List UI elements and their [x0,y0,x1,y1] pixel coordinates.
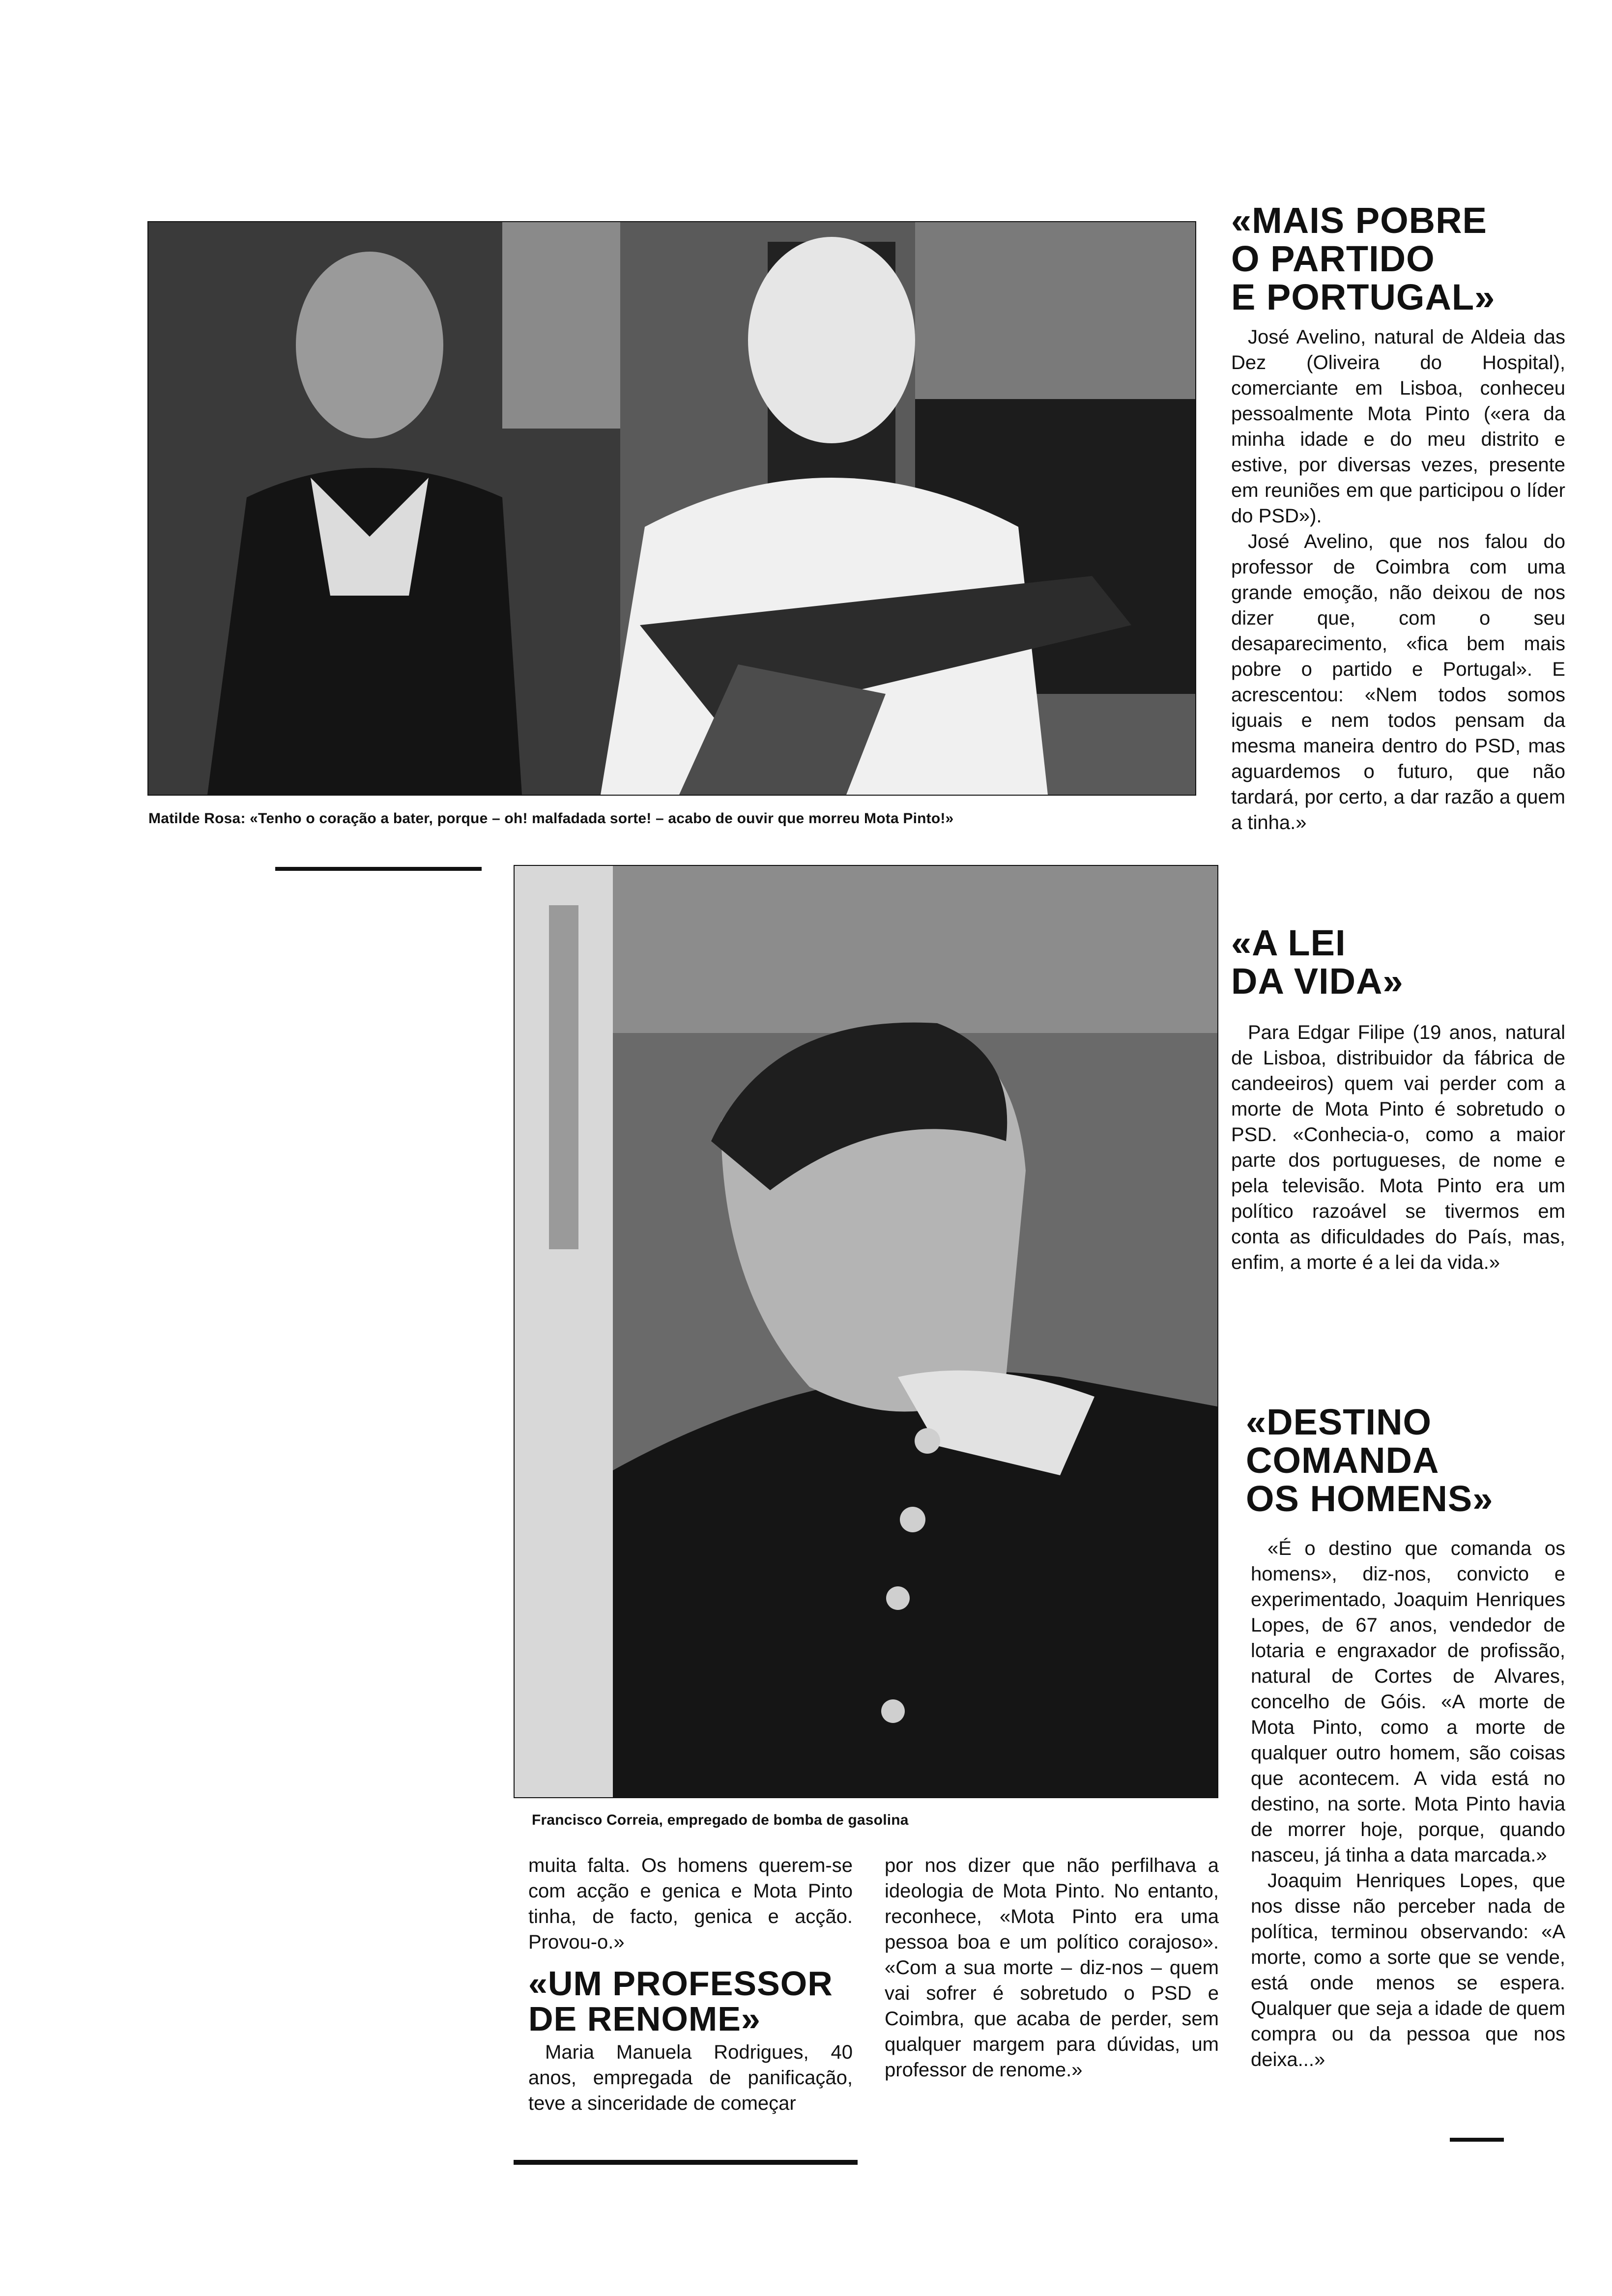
headline-line: «A LEI [1231,922,1346,963]
paragraph: José Avelino, natural de Aldeia das Dez (Oliveira do Hospital), comerciante em Lisboa, conheceu pessoalmente Mota Pinto («era da minha idade e do meu distrito e estive, por diversas vezes, presente em reuniões em que participou o líder do PSD»). [1231,326,1565,527]
headline-line: OS HOMENS» [1246,1478,1494,1519]
caption-matilde-rosa: Matilde Rosa: «Tenho o coração a bater, porque – oh! malfadada sorte! – acabo de ouvir que morreu Mota Pinto!» [148,810,954,827]
paragraph: José Avelino, que nos falou do professor de Coimbra com uma grande emoção, não deixou de nos dizer que, com o seu desaparecimento, «fica bem mais pobre o partido e Portugal». E acrescentou: «Nem todos somos iguais e nem todos pensam da mesma maneira dentro do PSD, mas aguardemos o futuro, que não tardará, por certo, a dar razão a quem a tinha.» [1231,531,1565,833]
photo-matilde-rosa-image [148,222,1195,795]
divider-left [275,867,482,871]
article-professor [528,2039,853,2116]
headline-line: COMANDA [1246,1440,1439,1481]
headline-mais-pobre [1231,201,1565,316]
headline-line: DE RENOME» [528,2000,761,2038]
article-lei-da-vida [1231,1020,1565,1275]
article-destino [1251,1536,1565,2072]
headline-destino [1246,1403,1565,1518]
paragraph: por nos dizer que não perfilhava a ideologia de Mota Pinto. No entanto, reconhece, «Mota Pinto era uma pessoa boa e um político corajoso». «Com a sua morte – diz-nos – quem vai sofrer é sobretudo o PSD e Coimbra, que acaba de perder, sem qualquer margem para dúvidas, um professor de renome.» [885,1855,1219,2081]
headline-line: DA VIDA» [1231,961,1404,1002]
headline-line: «UM PROFESSOR [528,1964,833,2003]
headline-line: «DESTINO [1246,1402,1432,1442]
caption-francisco-correia: Francisco Correia, empregado de bomba de gasolina [532,1812,909,1828]
paragraph: Maria Manuela Rodrigues, 40 anos, empregada de panificação, teve a sinceridade de começar [528,2041,853,2114]
headline-line: «MAIS POBRE [1231,200,1487,241]
article-lead-in [528,1853,853,1955]
article-mais-pobre [1231,324,1565,835]
paragraph: Para Edgar Filipe (19 anos, natural de Lisboa, distribuidor da fábrica de candeeiros) quem vai perder com a morte de Mota Pinto é sobretudo o PSD. «Conhecia-o, como a maior parte dos portugueses, de nome e pela televisão. Mota Pinto era um político razoável se tivermos em conta as dificuldades do País, mas, enfim, a morte é a lei da vida.» [1231,1022,1565,1273]
photo-francisco-correia [514,865,1218,1798]
divider-bottom [514,2160,858,2165]
paragraph: Joaquim Henriques Lopes, que nos disse não perceber nada de política, terminou observando: «A morte, como a sorte que se vende, está onde menos se espera. Qualquer que seja a idade de quem compra ou da pessoa que nos deixa...» [1251,1870,1565,2070]
photo-matilde-rosa [147,221,1196,796]
headline-lei-da-vida [1231,924,1565,1001]
headline-line: O PARTIDO [1231,238,1435,279]
divider-bottom-right [1450,2138,1504,2142]
headline-professor [528,1966,863,2037]
paragraph: «É o destino que comanda os homens», diz-nos, convicto e experimentado, Joaquim Henriques Lopes, de 67 anos, vendedor de lotaria e engraxador de profissão, natural de Cortes de Alvares, concelho de Góis. «A morte de Mota Pinto, como a morte de qualquer outro homem, são coisas que acontecem. A vida está no destino, na sorte. Mota Pinto havia de morrer hoje, porque, quando nasceu, já tinha a data marcada.» [1251,1538,1565,1866]
photo-francisco-correia-image [515,866,1217,1797]
article-middle-column [885,1853,1219,2083]
headline-line: E PORTUGAL» [1231,277,1496,317]
paragraph: muita falta. Os homens querem-se com acção e genica e Mota Pinto tinha, de facto, genica e acção. Provou-o.» [528,1855,853,1953]
